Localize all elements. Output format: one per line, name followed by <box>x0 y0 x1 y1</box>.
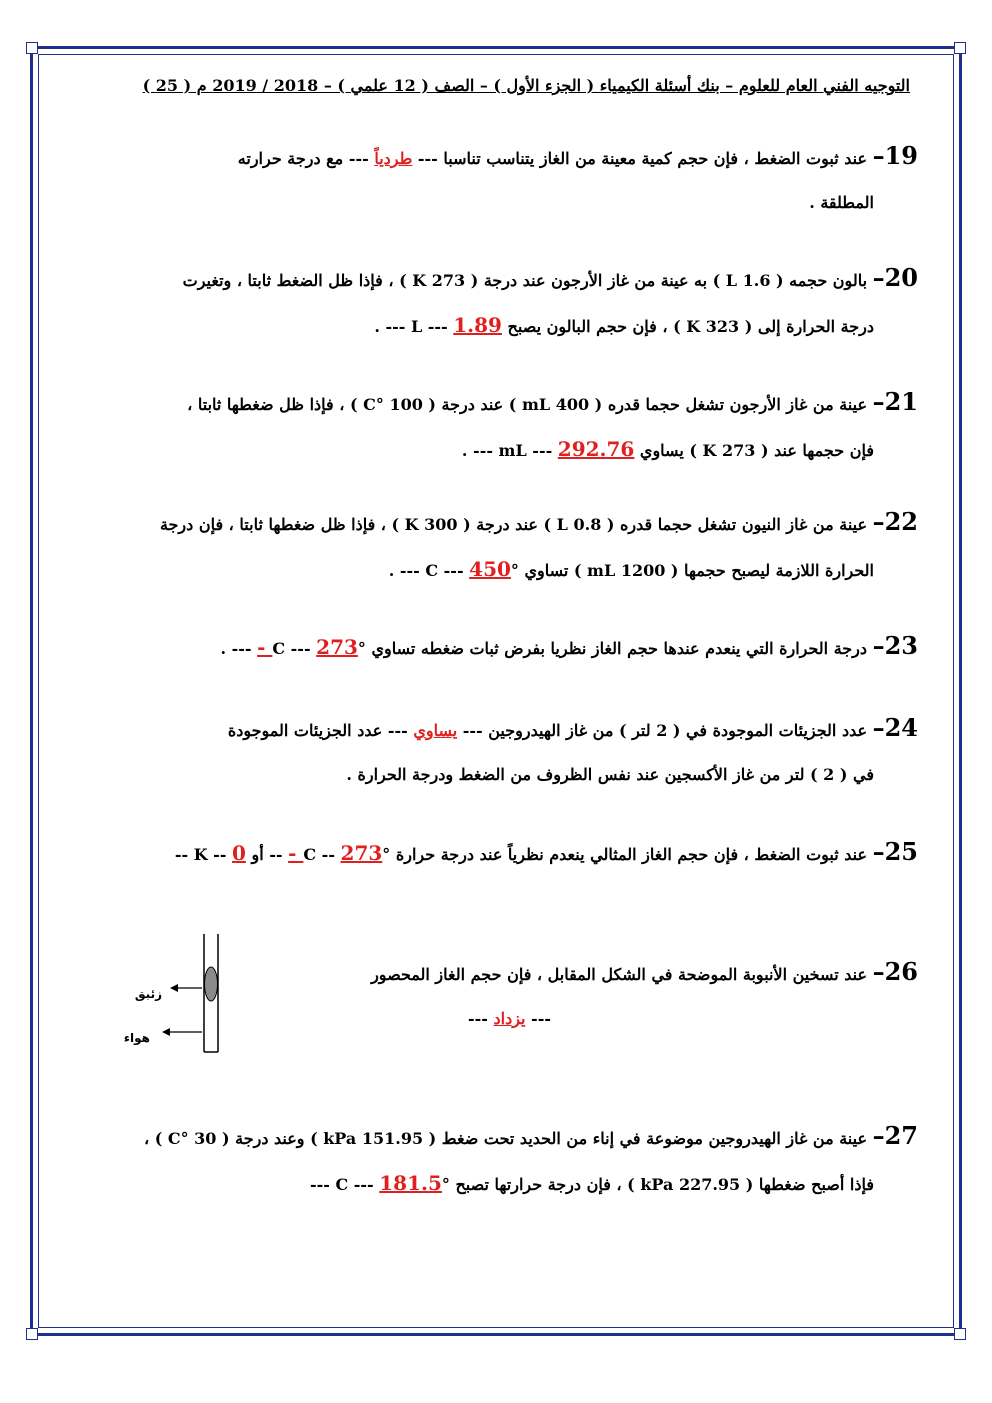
question-number: 21– <box>872 387 918 416</box>
question-25: 25– عند ثبوت الضغط ، فإن حجم الغاز المثالي ينعدم نظرياً عند درجة حرارة °C -- 273 - -- أو K -- 0 -- <box>174 837 918 866</box>
question-22: 22– عينة من غاز النيون تشغل حجما قدره ( 0.8 L ) عند درجة ( 300 K ) ، فإذا ظل ضغطها ثابتا ، فإن درجة الحرارة اللازمة ليصبح حجمها ( 1200 mL ) تساوي °C --- 450 --- . <box>159 507 918 581</box>
arrow-head <box>162 1028 170 1036</box>
answer: يزداد <box>493 1009 526 1028</box>
question-number: 24– <box>872 713 918 742</box>
arrow-head <box>170 984 178 992</box>
answer: 273 - <box>288 841 383 865</box>
question-number: 19– <box>872 141 918 170</box>
answer: 450 <box>469 557 511 581</box>
question-26: 26– عند تسخين الأنبوبة الموضحة في الشكل المقابل ، فإن حجم الغاز المحصور --- يزداد --- <box>371 957 918 1028</box>
question-number: 25– <box>872 837 918 866</box>
question-20: 20– بالون حجمه ( 1.6 L ) به عينة من غاز الأرجون عند درجة ( 273 K ) ، فإذا ظل الضغط ثابتا ، وتغيرت درجة الحرارة إلى ( 323 K ) ، فإن حجم البالون يصبح L --- 1.89 --- . <box>182 263 918 337</box>
answer: طردياً <box>374 149 413 168</box>
corner-ornament <box>954 1328 966 1340</box>
page-header: التوجيه الفني العام للعلوم – بنك أسئلة الكيمياء ( الجزء الأول ) – الصف ( 12 علمي ) – 2018 / 2019 م ( 25 ) <box>142 76 910 95</box>
question-21: 21– عينة من غاز الأرجون تشغل حجما قدره ( 400 mL ) عند درجة ( 100 °C ) ، فإذا ظل ضغطها ثابتا ، فإن حجمها عند ( 273 K ) يساوي mL --- 292.76 --- . <box>187 387 918 461</box>
label-mercury: زئبق <box>134 987 162 1001</box>
question-number: 20– <box>872 263 918 292</box>
answer-2: 0 <box>232 841 246 865</box>
question-number: 22– <box>872 507 918 536</box>
corner-ornament <box>26 1328 38 1340</box>
question-number: 26– <box>872 957 918 986</box>
question-19: 19– عند ثبوت الضغط ، فإن حجم كمية معينة من الغاز يتناسب تناسبا --- طردياً --- مع درجة حرارته المطلقة . <box>237 141 918 212</box>
question-27: 27– عينة من غاز الهيدروجين موضوعة في إناء من الحديد تحت ضغط ( 151.95 kPa ) وعند درجة ( 30 °C ) ، فإذا أصبح ضغطها ( 227.95 kPa ) ، فإن درجة حرارتها تصبح °C --- 181.5 --- <box>143 1121 918 1195</box>
answer: يساوي <box>413 721 458 740</box>
question-24: 24– عدد الجزيئات الموجودة في ( 2 لتر ) من غاز الهيدروجين --- يساوي --- عدد الجزيئات الموجودة في ( 2 ) لتر من غاز الأكسجين عند نفس الظروف من الضغط ودرجة الحرارة . <box>227 713 918 784</box>
question-23: 23– درجة الحرارة التي ينعدم عندها حجم الغاز نظريا بفرض ثبات ضغطه تساوي °C --- 273 - --- . <box>220 631 918 660</box>
corner-ornament <box>954 42 966 54</box>
answer: 1.89 <box>453 313 502 337</box>
mercury-plug <box>205 967 218 1001</box>
answer: 181.5 <box>379 1171 442 1195</box>
label-air: هواء <box>123 1031 150 1045</box>
question-number: 23– <box>872 631 918 660</box>
answer: 292.76 <box>557 437 635 461</box>
tube-diagram <box>120 928 230 1058</box>
answer: 273 - <box>257 635 358 659</box>
question-number: 27– <box>872 1121 918 1150</box>
corner-ornament <box>26 42 38 54</box>
